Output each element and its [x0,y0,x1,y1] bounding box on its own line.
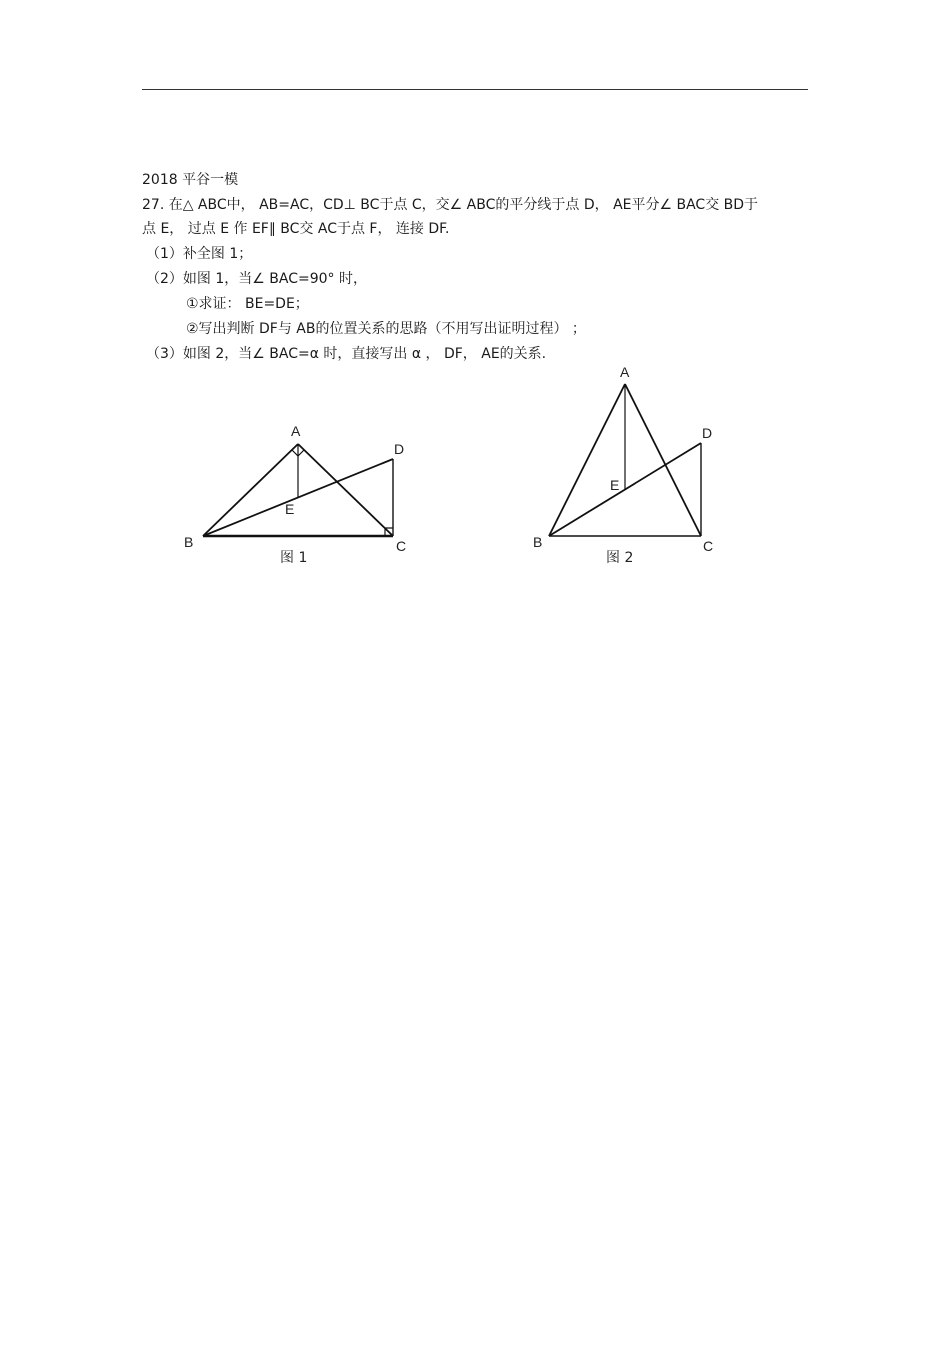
fig1-label-c: C [396,538,407,554]
segment-ac [298,444,393,536]
fig2-label-c: C [703,538,714,554]
question-part-1: （1）补全图 1； [146,246,253,262]
fig1-label-b: B [184,534,194,550]
segment-ac [625,384,701,536]
question-part-2: （2）如图 1，当∠ BAC=90° 时， [146,271,367,287]
question-part-2-sub-2: ②写出判断 DF与 AB的位置关系的思路（不用写出证明过程） ； [186,321,586,337]
fig2-label-d: D [702,425,713,441]
fig1-label-e: E [285,501,295,517]
question-part-2-sub-1: ①求证： BE=DE； [186,296,309,312]
segment-ab [203,444,298,536]
fig2-caption: 图 2 [606,550,634,566]
question-stem-line-2: 点 E， 过点 E 作 EF∥ BC交 AC于点 F， 连接 DF. [142,221,450,237]
exam-source: 2018 平谷一模 [142,172,239,188]
figure-2 [549,384,701,536]
question-part-3: （3）如图 2，当∠ BAC=α 时，直接写出 α ， DF， AE的关系. [146,346,547,362]
question-stem-line-1: 27. 在△ ABC中， AB=AC，CD⊥ BC于点 C，交∠ ABC的平分线于点 D， AE平分∠ BAC交 BD于 [142,197,759,213]
fig1-caption: 图 1 [280,550,308,566]
fig1-label-d: D [394,441,405,457]
figure-1 [203,444,393,536]
fig2-label-e: E [610,477,620,493]
fig1-label-a: A [291,423,301,439]
fig2-label-b: B [533,534,543,550]
fig2-label-a: A [620,364,630,380]
